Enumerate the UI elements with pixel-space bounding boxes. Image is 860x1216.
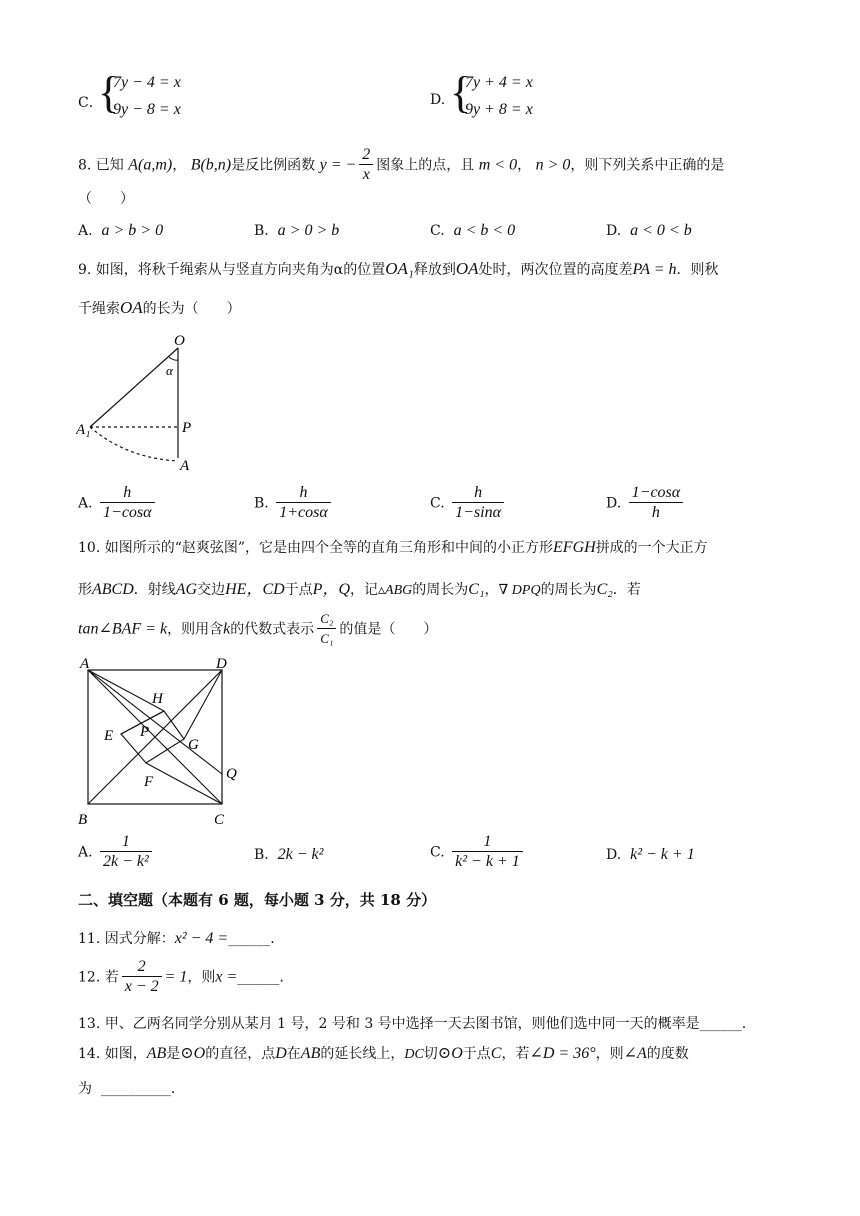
q13: 13. 甲、乙两名同学分别从某月 1 号，2 号和 3 号中选择一天去图书馆，则他们选中同一天的概率是______. [78, 1016, 747, 1032]
q8-option-c[interactable]: C. a < b < 0 [430, 222, 516, 239]
q7-option-d-label: D. [430, 92, 446, 108]
q14-blank[interactable]: __________ [100, 1081, 171, 1097]
q9-option-c[interactable]: C. $\frac{h}{1-\sin\alpha}$ [430, 484, 507, 523]
q12: 12. 若 $\frac{2}{x - 2}$ = 1，则x =______. [78, 958, 284, 995]
brace-c: { [98, 68, 120, 117]
q8-stem: 8. 已知 A(a,m)， B(b,n)是反比例函数 y = − $\frac{2}{x}$ 图象上的点，且 m < 0， n > 0，则下列关系中正确的是 [78, 146, 725, 183]
angle-arc [169, 357, 178, 360]
label-p: P [182, 420, 192, 436]
q10-option-b[interactable]: B. 2k − k² [254, 846, 324, 863]
label-p: P [140, 724, 150, 740]
q9-option-d[interactable]: D. $\frac{1-\cos\alpha}{h}$ [606, 484, 686, 523]
label-a: A [180, 458, 190, 474]
q8-paren: （ ） [78, 191, 134, 207]
ray-ag [88, 670, 222, 774]
q10-option-d[interactable]: D. k² − k + 1 [606, 846, 695, 863]
q9-option-b[interactable]: B. $\frac{h}{1+\cos\alpha}$ [254, 484, 334, 523]
q10-stem-line1: 10. 如图所示的“赵爽弦图”，它是由四个全等的直角三角形和中间的小正方形EFGH拼成的一个大正方 [78, 539, 708, 556]
q10-option-c[interactable]: C. $\frac{1}{\text{k² − k + 1}}$ [430, 833, 526, 872]
label-a: A [80, 656, 90, 672]
q12-blank[interactable]: ______ [237, 969, 280, 986]
q10-stem-line3: tan∠BAF = k，则用含k的代数式表示 $\frac{\text{C₂}}{\text{C₁}}$ 的值是（ ） [78, 611, 438, 646]
q11-blank[interactable]: ______ [228, 931, 271, 947]
label-a1: A₁ [76, 422, 91, 438]
q7-c-eq1: 7y − 4 = x [113, 74, 181, 91]
q14-line1: 14. 如图，AB是⊙O的直径，点D在AB的延长线上，DC切⊙O于点C，若∠D = 36°，则∠A的度数 [78, 1045, 689, 1062]
q8-option-a[interactable]: A. a > b > 0 [78, 222, 164, 239]
label-q: Q [226, 766, 237, 782]
q9-swing-figure [76, 330, 206, 478]
q11: 11. 因式分解：x² − 4 =______. [78, 930, 275, 947]
q14-line2: 为 __________. [78, 1081, 176, 1097]
q8-option-d[interactable]: D. a < 0 < b [606, 222, 692, 239]
q8-option-b[interactable]: B. a > 0 > b [254, 222, 340, 239]
q9-stem-line2: 千绳索OA的长为（ ） [78, 298, 241, 317]
q7-d-eq2: 9y + 8 = x [465, 101, 533, 118]
label-f: F [144, 774, 154, 790]
label-o: O [174, 333, 185, 349]
q7-option-c-label: C． [78, 95, 103, 111]
q10-stem-line2: 形ABCD．射线AG交边HE，CD于点P，Q，记▵ABG的周长为C₁，∇ DPQ的周长为C₂．若 [78, 581, 641, 598]
label-h: H [152, 691, 163, 707]
brace-d: { [450, 68, 472, 117]
label-g: G [188, 737, 199, 753]
label-c: C [214, 812, 225, 828]
label-b: B [78, 812, 88, 828]
section-heading-fill-in: 二、填空题（本题有 6 题，每小题 3 分，共 18 分） [78, 891, 437, 909]
q9-stem-line1: 9. 如图，将秋千绳索从与竖直方向夹角为α的位置OA₁释放到OA处时，两次位置的高度差PA = h．则秋 [78, 259, 719, 278]
q9-option-a[interactable]: A. $\frac{h}{1-\cos\alpha}$ [78, 484, 158, 523]
label-e: E [104, 728, 114, 744]
arc-swing [90, 427, 178, 461]
rope-oa1 [90, 348, 178, 427]
q7-c-eq2: 9y − 8 = x [113, 101, 181, 118]
label-alpha: α [166, 363, 173, 378]
q7-d-eq1: 7y + 4 = x [465, 74, 533, 91]
q13-blank[interactable]: ______ [699, 1016, 742, 1032]
q10-zhaoshuang-figure [76, 652, 246, 832]
q10-option-a[interactable]: A. $\frac{1}{\text{2k − k²}}$ [78, 833, 155, 872]
label-d: D [216, 656, 227, 672]
q8-fraction: $\frac{2}{x}$ [359, 146, 373, 185]
